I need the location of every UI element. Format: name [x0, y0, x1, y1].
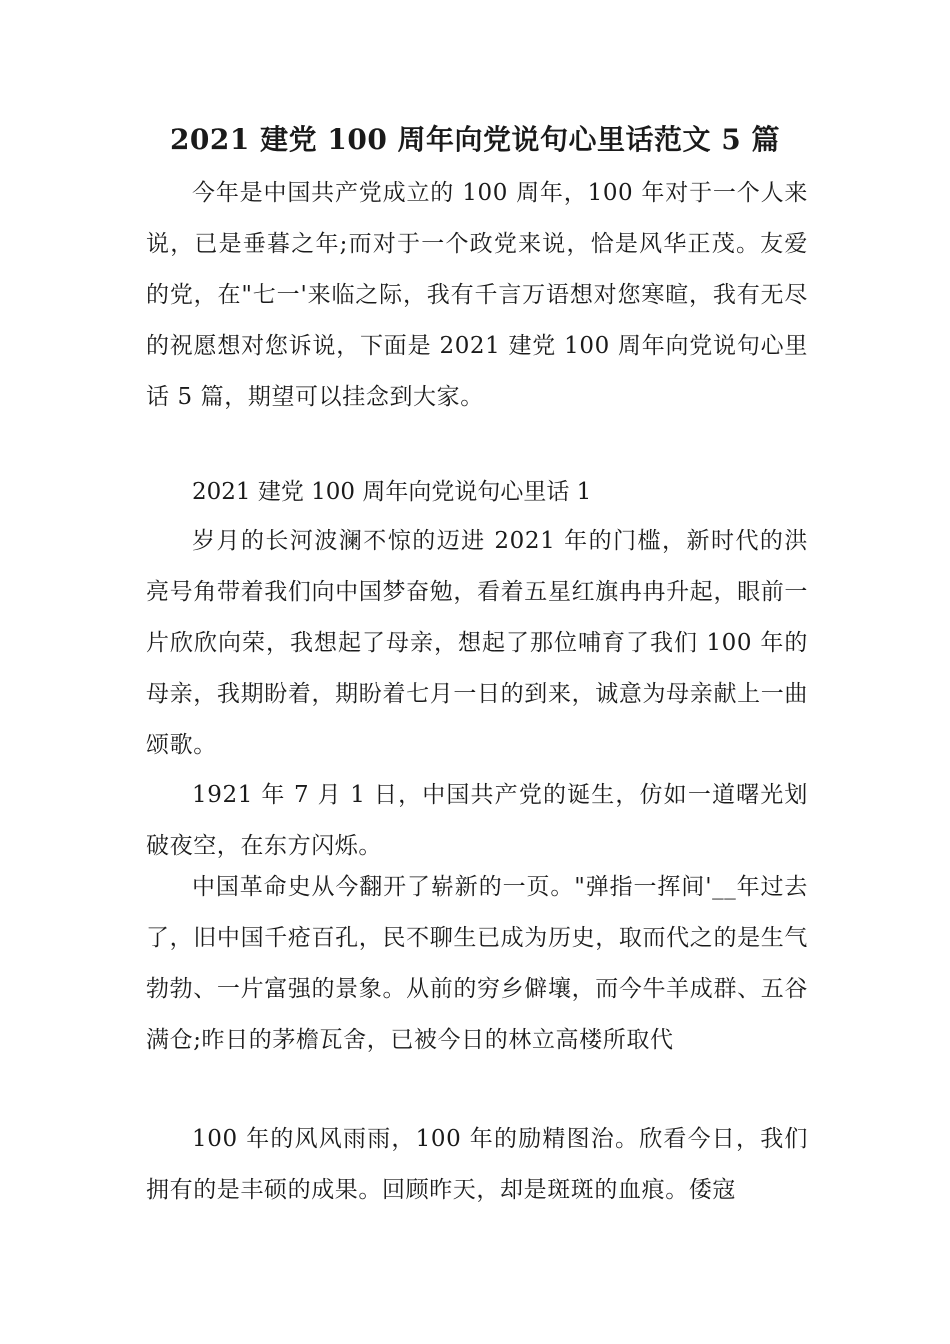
section-heading: 2021 建党 100 周年向党说句心里话 1 — [192, 479, 592, 505]
body-paragraph-4: 100 年的风风雨雨，100 年的励精图治。欣看今日，我们拥有的是丰硕的成果。回顾昨天，却是斑斑的血痕。倭寇 — [146, 1126, 808, 1203]
body-paragraph-1: 岁月的长河波澜不惊的迈进 2021 年的门槛，新时代的洪亮号角带着我们向中国梦奋勉，看着五星红旗冉冉升起，眼前一片欣欣向荣，我想起了母亲，想起了那位哺育了我们 100 年的母亲，我期盼着，期盼着七月一日的到来，诚意为母亲献上一曲颂歌。 — [146, 528, 808, 758]
intro-paragraph: 今年是中国共产党成立的 100 周年，100 年对于一个人来说，已是垂暮之年;而对于一个政党来说，恰是风华正茂。友爱的党，在"七一'来临之际，我有千言万语想对您寒暄，我有无尽的祝愿想对您诉说，下面是 2021 建党 100 周年向党说句心里话 5 篇，期望可以挂念到大家。 — [146, 180, 808, 410]
body-paragraph-2: 1921 年 7 月 1 日，中国共产党的诞生，仿如一道曙光划破夜空，在东方闪烁。 — [146, 782, 808, 859]
body-paragraph-3: 中国革命史从今翻开了崭新的一页。"弹指一挥间'__年过去了，旧中国千疮百孔，民不聊生已成为历史，取而代之的是生气勃勃、一片富强的景象。从前的穷乡僻壤，而今牛羊成群、五谷满仓;昨日的茅檐瓦舍，已被今日的林立高楼所取代 — [146, 874, 808, 1053]
document-title: 2021 建党 100 周年向党说句心里话范文 5 篇 — [169, 123, 781, 156]
